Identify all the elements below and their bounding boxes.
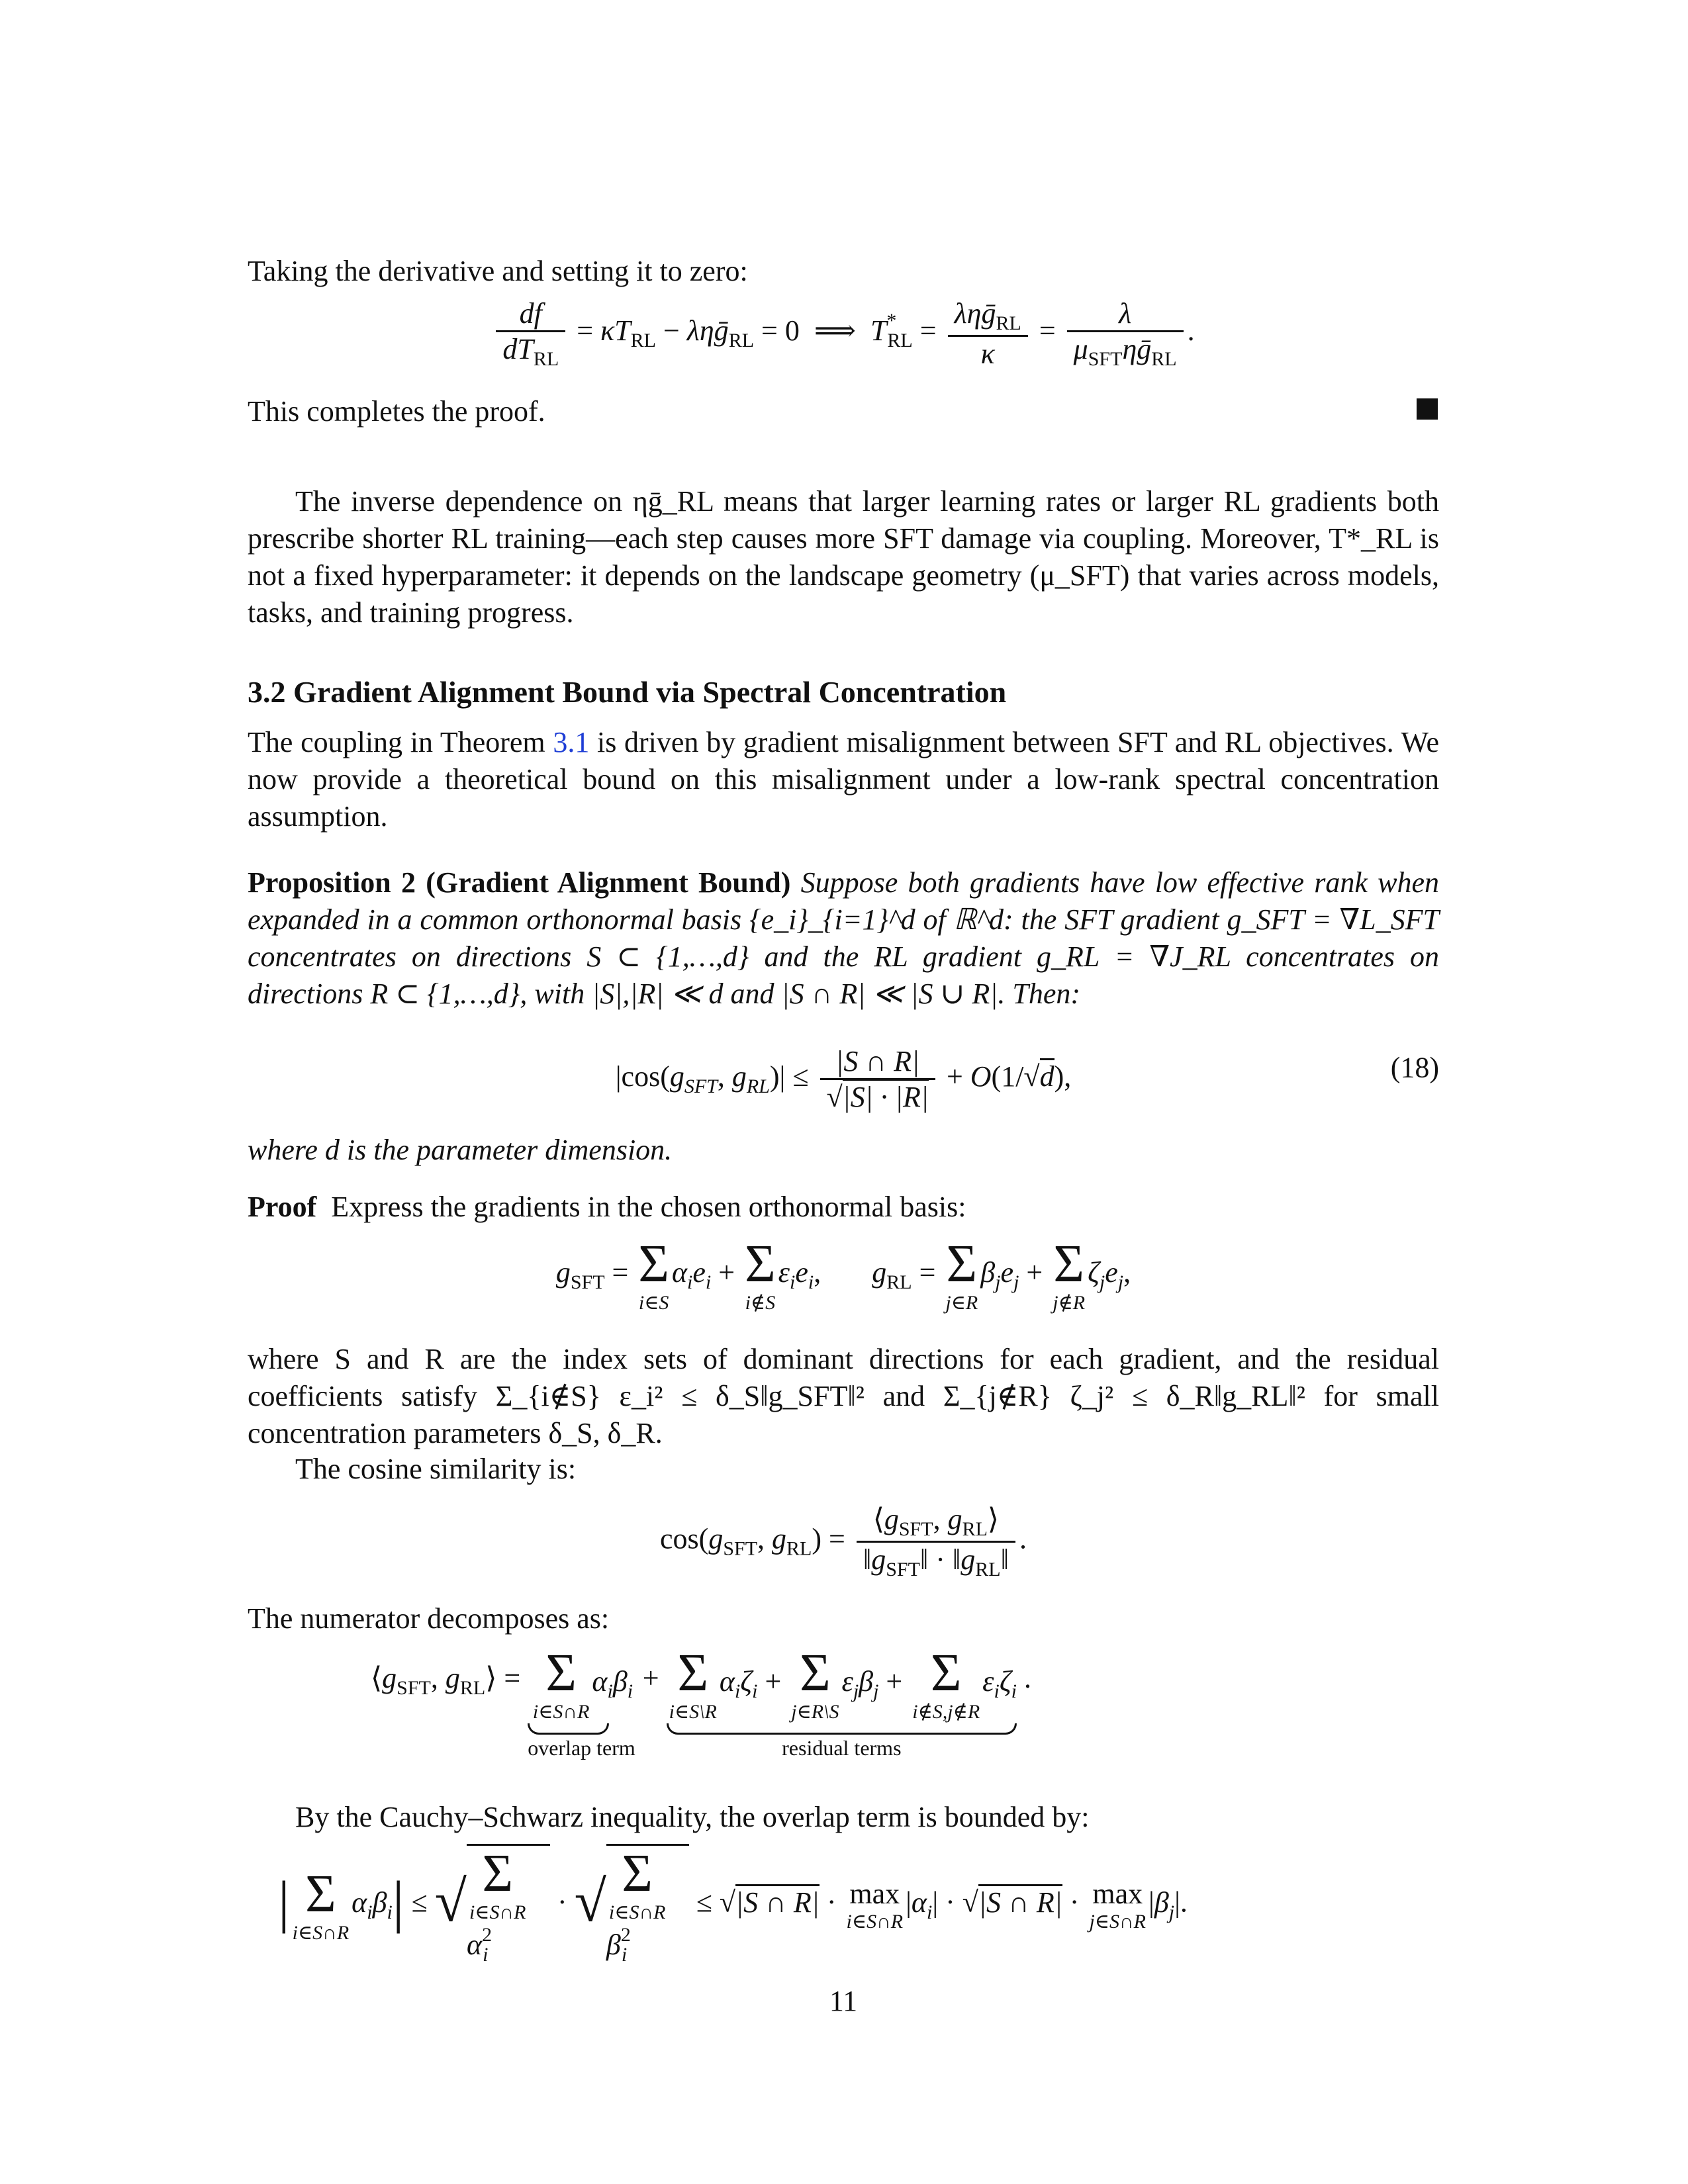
proof-label: Proof (248, 1191, 317, 1223)
cosine-intro: The cosine similarity is: (295, 1453, 577, 1485)
coupling-paragraph (248, 724, 1439, 835)
inverse-dependence-paragraph: The inverse dependence on ηḡ_RL means that larger learning rates or larger RL gradients both prescribe shorter RL training—each step causes more SFT damage via coupling. Moreover, T*_RL is not a fixed hyperparameter: it depends on the landscape geometry (μ_SFT) that varies across models, tasks, and training progress. (248, 485, 1439, 629)
proof-intro-text: Express the gradients in the chosen orthonormal basis: (331, 1191, 966, 1223)
equation-decomposition: $⟨g_{SFT}$, $g_{RL}⟩$ = Σ i∈S∩R $\alpha_i\beta_i$ overlap term + Σ i∈S\R $\alpha_i\zeta_i$ + Σ j∈R\S $\varepsilon_j\beta_j$ + Σ i∉S,j∉R $\varepsilon_i\zeta_i$ residual terms . (371, 1644, 1032, 1760)
residual-terms-label: residual terms (782, 1736, 902, 1760)
proposition-text: Suppose both gradients have low effective rank when expanded in a common orthonormal basis {e_i}_{i=1}^d of ℝ^d: the SFT gradient g_SFT = ∇L_SFT concentrates on directions S ⊂ {1,…,d} and the RL gradient g_RL = ∇J_RL concentrates on directions R ⊂ {1,…,d}, with |S|,|R| ≪ d and |S ∩ R| ≪ |S ∪ R|. Then: (248, 866, 1440, 1010)
proposition-where: where d is the parameter dimension. (248, 1134, 673, 1166)
section-heading: 3.2 Gradient Alignment Bound via Spectral Concentration (248, 675, 1007, 709)
cauchy-intro: By the Cauchy–Schwarz inequality, the overlap term is bounded by: (295, 1801, 1090, 1833)
theorem-link[interactable]: 3.1 (553, 726, 590, 758)
equation-gradients: $g_{SFT}$ = Σ i∈S $\alpha_ie_i$ + Σ i∉S $\varepsilon_ie_i$, $g_{RL}$ = Σ j∈R $\beta_je_j$ + Σ j∉R $\zeta_je_j$, (555, 1235, 1131, 1314)
proposition-label: Proposition 2 (Gradient Alignment Bound) (248, 866, 791, 899)
index-sets-paragraph: where S and R are the index sets of dominant directions for each gradient, and the residual coefficients satisfy Σ_{i∉S} ε_i² ≤ δ_S‖g_SFT‖² and Σ_{j∉R} ζ_j² ≤ δ_R‖g_RL‖² for small concentration parameters δ_S, δ_R. (248, 1343, 1439, 1449)
proposition-block (248, 864, 1439, 1013)
intro-paragraph: Taking the derivative and setting it to zero: (248, 255, 748, 287)
coupling-text-b: is driven by gradient misalignment between SFT and RL objectives. We now provide a theoretical bound on this misalignment under a low-rank spectral concentration assumption. (248, 726, 1439, 833)
proof-end-text: This completes the proof. (248, 395, 545, 428)
coupling-text-a: The coupling in Theorem (248, 726, 545, 758)
equation-cosine: $\cos(g_{SFT}$, $g_{RL}$) = $\frac{⟨g_{SFT}, g_{RL}⟩}{‖g_{SFT}‖ \cdot ‖g_{RL}‖}$ . (660, 1503, 1027, 1580)
qed-square (1417, 398, 1438, 420)
equation-number: (18) (1390, 1051, 1439, 1084)
page-number: 11 (829, 1985, 858, 2017)
equation-cauchy-schwarz: | Σ i∈S∩R $\alpha_i\beta_i|$ ≤ √ Σ i∈S∩R $\alpha^2_i$ · √ Σ i∈S∩R $\beta^2_i \le √|S$ ∩ R| · max i∈S∩R $|\alpha_i| \cdot √|S$ ∩ R| · max j∈S∩R $|\beta_j|$. (278, 1844, 1188, 1966)
equation-18: $|\cos(g_{SFT}$, $g_{RL})|$ ≤ $\frac{|S \cap R|}{√|S| \cdot |R|}$ + O(1/√d), (18) (615, 1045, 1439, 1113)
numerator-intro: The numerator decomposes as: (248, 1602, 610, 1635)
proof-intro (248, 1189, 1439, 1226)
equation-derivative: $\frac{df}{dT_{RL}}$ = $\kappa T_{RL}$ − ληḡ$_{RL}$ = 0 ⟹ $T^*_{RL}$ = $\frac{\lambda\eta ḡ_{RL}}{\kappa}$ = $\frac{\lambda}{\mu_{SFT}\eta ḡ_{RL}}$ . (248, 296, 1439, 371)
overlap-term-label: overlap term (528, 1736, 635, 1760)
